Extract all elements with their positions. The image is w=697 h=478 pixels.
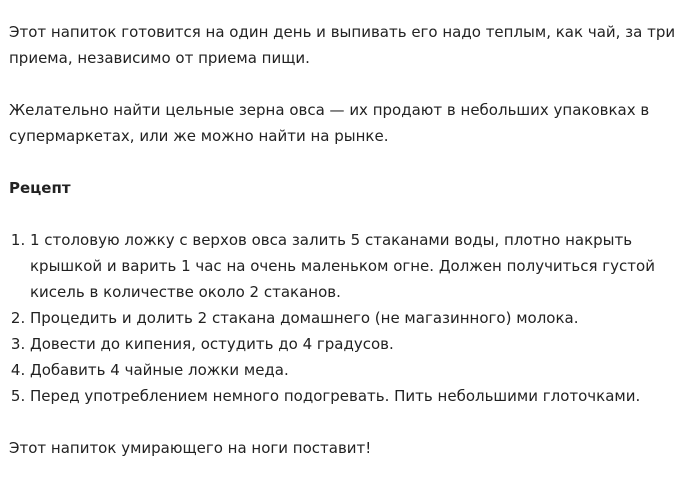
article-body [9,19,697,461]
recipe-step-3: 3. Довести до кипения, остудить до 4 градусов. [30,331,697,357]
intro-paragraph-2: Желательно найти цельные зерна овса — их продают в небольших упаковках в супермаркетах, или же можно найти на рынке. [9,101,650,145]
recipe-heading: Рецепт [9,179,71,197]
intro-paragraph-1: Этот напиток готовится на один день и выпивать его надо теплым, как чай, за три приема, независимо от приема пищи. [9,23,676,67]
closing-paragraph: Этот напиток умирающего на ноги поставит! [9,439,372,457]
recipe-steps-list [9,227,697,409]
recipe-step-2: 2. Процедить и долить 2 стакана домашнего (не магазинного) молока. [30,305,697,331]
recipe-step-5: 5. Перед употреблением немного подогревать. Пить небольшими глоточками. [30,383,697,409]
recipe-step-1: 1. 1 столовую ложку с верхов овса залить 5 стаканами воды, плотно накрыть крышкой и варить 1 час на очень маленьком огне. Должен получиться густой кисель в количестве около 2 стаканов. [30,227,697,305]
recipe-step-4: 4. Добавить 4 чайные ложки меда. [30,357,697,383]
